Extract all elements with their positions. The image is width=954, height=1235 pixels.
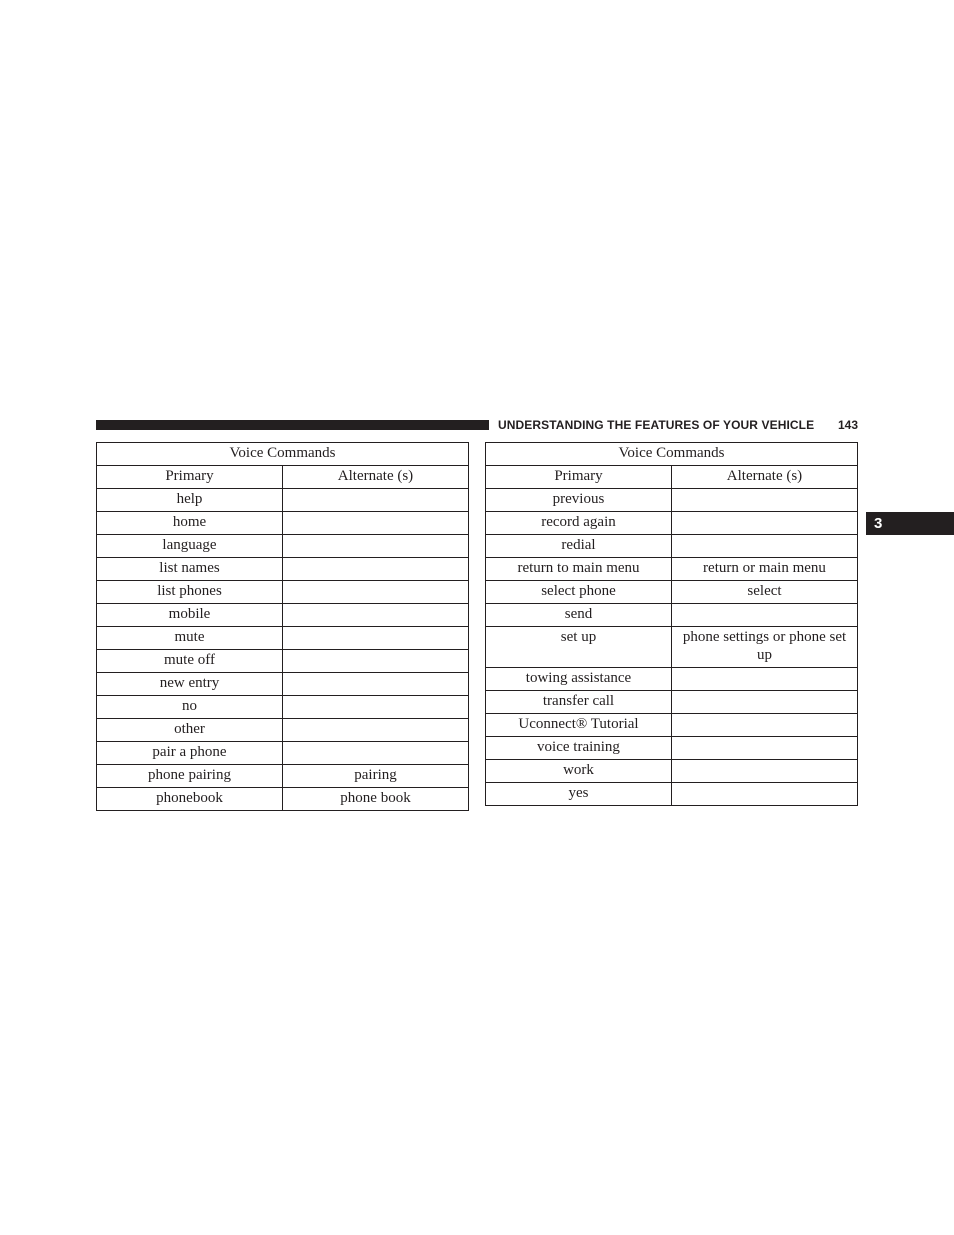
table-row	[486, 714, 858, 737]
alternate-command-cell	[283, 604, 469, 627]
running-header-title: UNDERSTANDING THE FEATURES OF YOUR VEHICLE	[498, 418, 815, 432]
table-row	[486, 489, 858, 512]
table-row	[486, 783, 858, 806]
primary-command-cell: phonebook	[97, 788, 283, 811]
primary-command-cell: mute off	[97, 650, 283, 673]
alternate-command-cell	[672, 783, 858, 806]
table-row	[486, 691, 858, 714]
primary-command-cell: return to main menu	[486, 558, 672, 581]
header-rule	[96, 420, 489, 430]
primary-command-cell: help	[97, 489, 283, 512]
primary-command-cell: redial	[486, 535, 672, 558]
table-row	[486, 535, 858, 558]
alternate-command-cell	[283, 742, 469, 765]
primary-command-cell: previous	[486, 489, 672, 512]
table-row	[486, 604, 858, 627]
table-row	[486, 581, 858, 604]
primary-command-cell: mute	[97, 627, 283, 650]
table-row	[486, 737, 858, 760]
primary-command-cell: pair a phone	[97, 742, 283, 765]
table-row	[486, 760, 858, 783]
table-body	[97, 489, 469, 811]
primary-command-cell: Uconnect® Tutorial	[486, 714, 672, 737]
alternate-command-cell	[672, 604, 858, 627]
alternate-command-cell	[672, 512, 858, 535]
alternate-command-cell: select	[672, 581, 858, 604]
primary-command-cell: list phones	[97, 581, 283, 604]
primary-command-cell: towing assistance	[486, 668, 672, 691]
table-row	[97, 765, 469, 788]
alternate-command-cell	[283, 512, 469, 535]
alternate-command-cell	[283, 719, 469, 742]
primary-command-cell: language	[97, 535, 283, 558]
page-number: 143	[838, 418, 859, 432]
table-row	[97, 719, 469, 742]
alternate-command-cell	[283, 581, 469, 604]
alternate-command-cell	[283, 558, 469, 581]
primary-command-cell: list names	[97, 558, 283, 581]
alternate-command-cell	[283, 696, 469, 719]
table-row	[97, 650, 469, 673]
alternate-command-cell: phone settings or phone set up	[672, 627, 858, 668]
chapter-tab: 3	[866, 512, 954, 535]
alternate-command-cell: phone book	[283, 788, 469, 811]
primary-command-cell: other	[97, 719, 283, 742]
table-row	[97, 535, 469, 558]
primary-command-cell: voice training	[486, 737, 672, 760]
column-header-primary: Primary	[486, 466, 672, 489]
table-row	[97, 489, 469, 512]
table-body	[486, 489, 858, 806]
primary-command-cell: set up	[486, 627, 672, 668]
primary-command-cell: work	[486, 760, 672, 783]
table-row	[486, 558, 858, 581]
table-row	[97, 558, 469, 581]
table-row	[97, 581, 469, 604]
voice-commands-table-right	[485, 442, 858, 806]
primary-command-cell: record again	[486, 512, 672, 535]
primary-command-cell: transfer call	[486, 691, 672, 714]
primary-command-cell: yes	[486, 783, 672, 806]
table-row	[97, 742, 469, 765]
alternate-command-cell: return or main menu	[672, 558, 858, 581]
primary-command-cell: no	[97, 696, 283, 719]
alternate-command-cell	[672, 489, 858, 512]
alternate-command-cell	[283, 489, 469, 512]
table-caption: Voice Commands	[97, 443, 469, 466]
table-row	[486, 512, 858, 535]
alternate-command-cell	[672, 714, 858, 737]
table-row	[97, 696, 469, 719]
column-header-alternate: Alternate (s)	[283, 466, 469, 489]
column-header-alternate: Alternate (s)	[672, 466, 858, 489]
primary-command-cell: mobile	[97, 604, 283, 627]
table-row	[97, 627, 469, 650]
alternate-command-cell	[672, 691, 858, 714]
primary-command-cell: new entry	[97, 673, 283, 696]
alternate-command-cell	[672, 668, 858, 691]
alternate-command-cell	[283, 535, 469, 558]
primary-command-cell: send	[486, 604, 672, 627]
table-row	[97, 604, 469, 627]
alternate-command-cell	[672, 737, 858, 760]
table-row	[486, 627, 858, 668]
table-caption: Voice Commands	[486, 443, 858, 466]
table-row	[97, 512, 469, 535]
alternate-command-cell	[672, 535, 858, 558]
alternate-command-cell	[283, 673, 469, 696]
column-header-primary: Primary	[97, 466, 283, 489]
alternate-command-cell	[283, 627, 469, 650]
alternate-command-cell	[283, 650, 469, 673]
alternate-command-cell: pairing	[283, 765, 469, 788]
table-row	[97, 673, 469, 696]
primary-command-cell: phone pairing	[97, 765, 283, 788]
alternate-command-cell	[672, 760, 858, 783]
table-row	[486, 668, 858, 691]
primary-command-cell: home	[97, 512, 283, 535]
voice-commands-table-left	[96, 442, 469, 811]
table-row	[97, 788, 469, 811]
primary-command-cell: select phone	[486, 581, 672, 604]
